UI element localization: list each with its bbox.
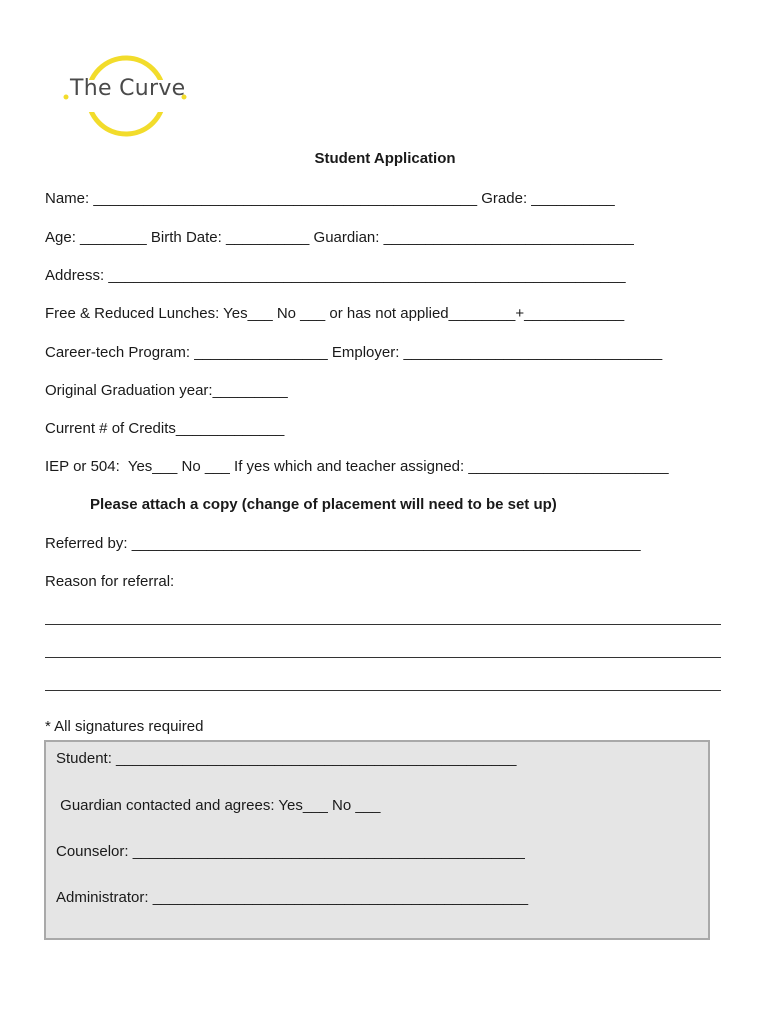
graduation-year-field[interactable]: Original Graduation year:_________: [45, 382, 288, 399]
reason-line-3[interactable]: [45, 690, 721, 691]
career-tech-employer-field[interactable]: Career-tech Program: ________________ Employer: _______________________________: [45, 344, 663, 361]
referred-by-field[interactable]: Referred by: _____________________________________________________________: [45, 535, 641, 552]
name-grade-field[interactable]: Name: ______________________________________________ Grade: __________: [45, 190, 615, 207]
logo-text: The Curve: [70, 76, 186, 101]
reason-line-2[interactable]: [45, 657, 721, 658]
attach-copy-note: Please attach a copy (change of placement will need to be set up): [90, 496, 557, 513]
address-field[interactable]: Address: ______________________________________________________________: [45, 267, 626, 284]
signatures-required-note: * All signatures required: [45, 718, 204, 735]
the-curve-logo: [60, 54, 190, 138]
reason-line-1[interactable]: [45, 624, 721, 625]
administrator-signature-field[interactable]: Administrator: _____________________________________________: [56, 889, 529, 906]
credits-field[interactable]: Current # of Credits_____________: [45, 420, 285, 437]
guardian-agreement-field[interactable]: Guardian contacted and agrees: Yes___ No ___: [56, 797, 381, 814]
free-reduced-lunch-field[interactable]: Free & Reduced Lunches: Yes___ No ___ or has not applied________+____________: [45, 305, 625, 322]
page-title: Student Application: [314, 150, 456, 167]
counselor-signature-field[interactable]: Counselor: _______________________________________________: [56, 843, 525, 860]
age-birthdate-guardian-field[interactable]: Age: ________ Birth Date: __________ Guardian: ______________________________: [45, 229, 634, 246]
reason-for-referral-label: Reason for referral:: [45, 573, 175, 590]
student-signature-field[interactable]: Student: ________________________________________________: [56, 750, 517, 767]
iep-504-field[interactable]: IEP or 504: Yes___ No ___ If yes which and teacher assigned: ________________________: [45, 458, 669, 475]
signature-box: [44, 740, 710, 940]
